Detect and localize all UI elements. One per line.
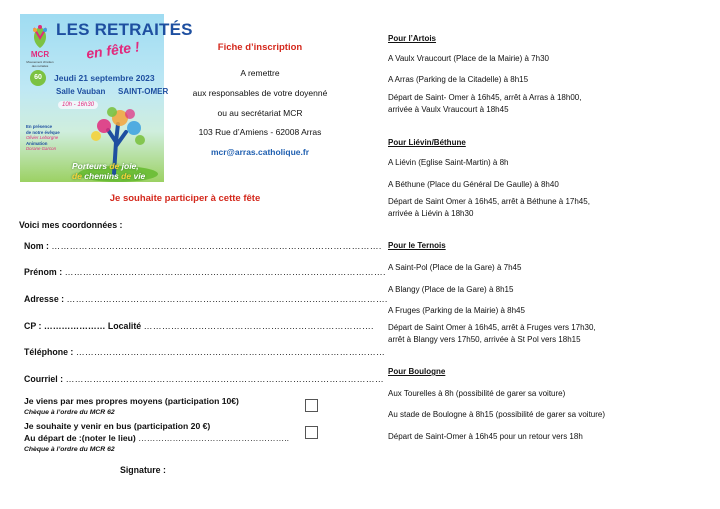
poster-city: SAINT-OMER [118,87,169,96]
address-line: 103 Rue d’Amiens - 62008 Arras [198,127,322,137]
poster-info-line: En présence [26,124,53,129]
fill-line: ……………………………………………………………………………………………. [66,294,388,304]
poster-info-line: Dorane Garcon [26,146,57,151]
poster-info [26,124,70,152]
poster-info-line: de notre évêque [26,129,60,135]
contact-email-link[interactable]: mcr@arras.catholique.fr [210,147,310,157]
fill-line: ……………………………………………………………………………………………. [64,267,386,277]
route-heading-artois: Pour l’Artois [388,34,437,43]
poster-slogan [72,161,145,181]
route-heading-lievin: Pour Liévin/Béthune [388,138,466,147]
telephone-label: Téléphone : [24,347,74,357]
poster-title: LES RETRAITÉS [56,20,193,39]
route-heading-boulogne: Pour Boulogne [388,367,446,376]
route-return: Départ de Saint-Omer à 16h45 pour un retour vers 18h [388,432,583,441]
courriel-field[interactable] [24,374,384,384]
nom-label: Nom : [24,241,49,251]
mcr-subtitle: Mouvement chrétien des retraités [26,60,54,68]
bus-departure-field[interactable] [24,433,289,443]
route-stop: A Saint-Pol (Place de la Gare) à 7h45 [388,263,522,272]
prenom-field[interactable] [24,267,386,277]
cp-label: CP : [24,321,42,331]
event-poster [20,14,193,182]
cp-dots: ………………… [43,321,106,331]
route-stop: A Fruges (Parking de la Mairie) à 8h45 [388,306,525,315]
route-stop: A Blangy (Place de la Gare) à 8h15 [388,285,514,294]
slogan-text: chemins [84,171,119,181]
route-return: arrivée à Liévin à 18h30 [388,209,474,218]
route-return: Départ de Saint- Omer à 16h45, arrêt à Arras à 18h00, [388,93,582,102]
participate-heading: Je souhaite participer à cette fête [109,193,261,204]
route-stop: A Vaulx Vraucourt (Place de la Mairie) à 7h30 [388,54,549,63]
svg-text:MCR: MCR [30,50,50,59]
route-stop: A Béthune (Place du Général De Gaulle) à 8h40 [388,180,559,189]
route-return: arrêt à Blangy vers 17h50, arrivée à St Pol vers 18h15 [388,335,581,344]
localite-label: Localité [107,321,142,331]
poster-hours: 10h - 16h30 [58,101,98,109]
cp-localite-field[interactable] [24,321,374,331]
fill-line: …………………………………………………………………. [143,321,374,331]
fill-line: ………………………………………………………………………………………… [75,347,386,357]
courriel-label: Courriel : [24,374,64,384]
route-stop: A Liévin (Eglise Saint-Martin) à 8h [388,158,509,167]
telephone-field[interactable] [24,347,386,357]
instruction-line: aux responsables de votre doyenné [192,88,328,98]
fill-line: …………………………………………………………………………………………… [65,374,384,384]
route-return: Départ de Saint Omer à 16h45, arrêt à Béthune à 17h45, [388,197,590,206]
poster-venue: Salle Vauban [56,87,106,96]
route-stop: Aux Tourelles à 8h (possibilité de garer sa voiture) [388,389,566,398]
cheque-note: Chèque à l’ordre du MCR 62 [24,409,115,416]
option-own-transport-label: Je viens par mes propres moyens (participation 10€) [24,396,239,406]
instruction-line: A remettre [240,68,280,78]
departure-label: Au départ de :(noter le lieu) [24,433,136,443]
own-transport-checkbox[interactable] [305,399,318,412]
slogan-text: de [121,171,132,181]
slogan-text: joie, [121,161,139,171]
poster-info-line: Olivier Leborgne [26,135,59,140]
option-bus-label: Je souhaite y venir en bus (participation 20 €) [24,421,211,431]
route-return: arrivée à Vaulx Vraucourt à 18h45 [388,105,509,114]
bus-checkbox[interactable] [305,426,318,439]
form-title: Fiche d’inscription [217,42,303,53]
signature-label: Signature : [120,465,166,475]
anniversary-badge: 60 [30,70,46,86]
coordinates-heading: Voici mes coordonnées : [19,220,123,230]
fill-line: ………………………………………………………………………………………………. [51,241,382,251]
instruction-line: ou au secrétariat MCR [217,108,303,118]
route-heading-ternois: Pour le Ternois [388,241,446,250]
slogan-text: vie [133,171,146,181]
poster-info-line: Animation [26,140,48,146]
route-stop: A Arras (Parking de la Citadelle) à 8h15 [388,75,529,84]
route-stop: Au stade de Boulogne à 8h15 (possibilité de garer sa voiture) [388,410,606,419]
slogan-text: de [72,171,82,181]
slogan-text: Porteurs [72,161,107,171]
mcr-logo-icon [26,22,54,60]
adresse-field[interactable] [24,294,388,304]
fill-line: …………………………………………….. [138,433,289,443]
prenom-label: Prénom : [24,267,63,277]
nom-field[interactable] [24,241,382,251]
slogan-text: de [109,161,120,171]
poster-date: Jeudi 21 septembre 2023 [54,73,155,83]
poster-subtitle: en fête ! [85,38,141,62]
cheque-note: Chèque à l’ordre du MCR 62 [24,446,115,453]
route-return: Départ de Saint Omer à 16h45, arrêt à Fruges vers 17h30, [388,323,596,332]
adresse-label: Adresse : [24,294,65,304]
